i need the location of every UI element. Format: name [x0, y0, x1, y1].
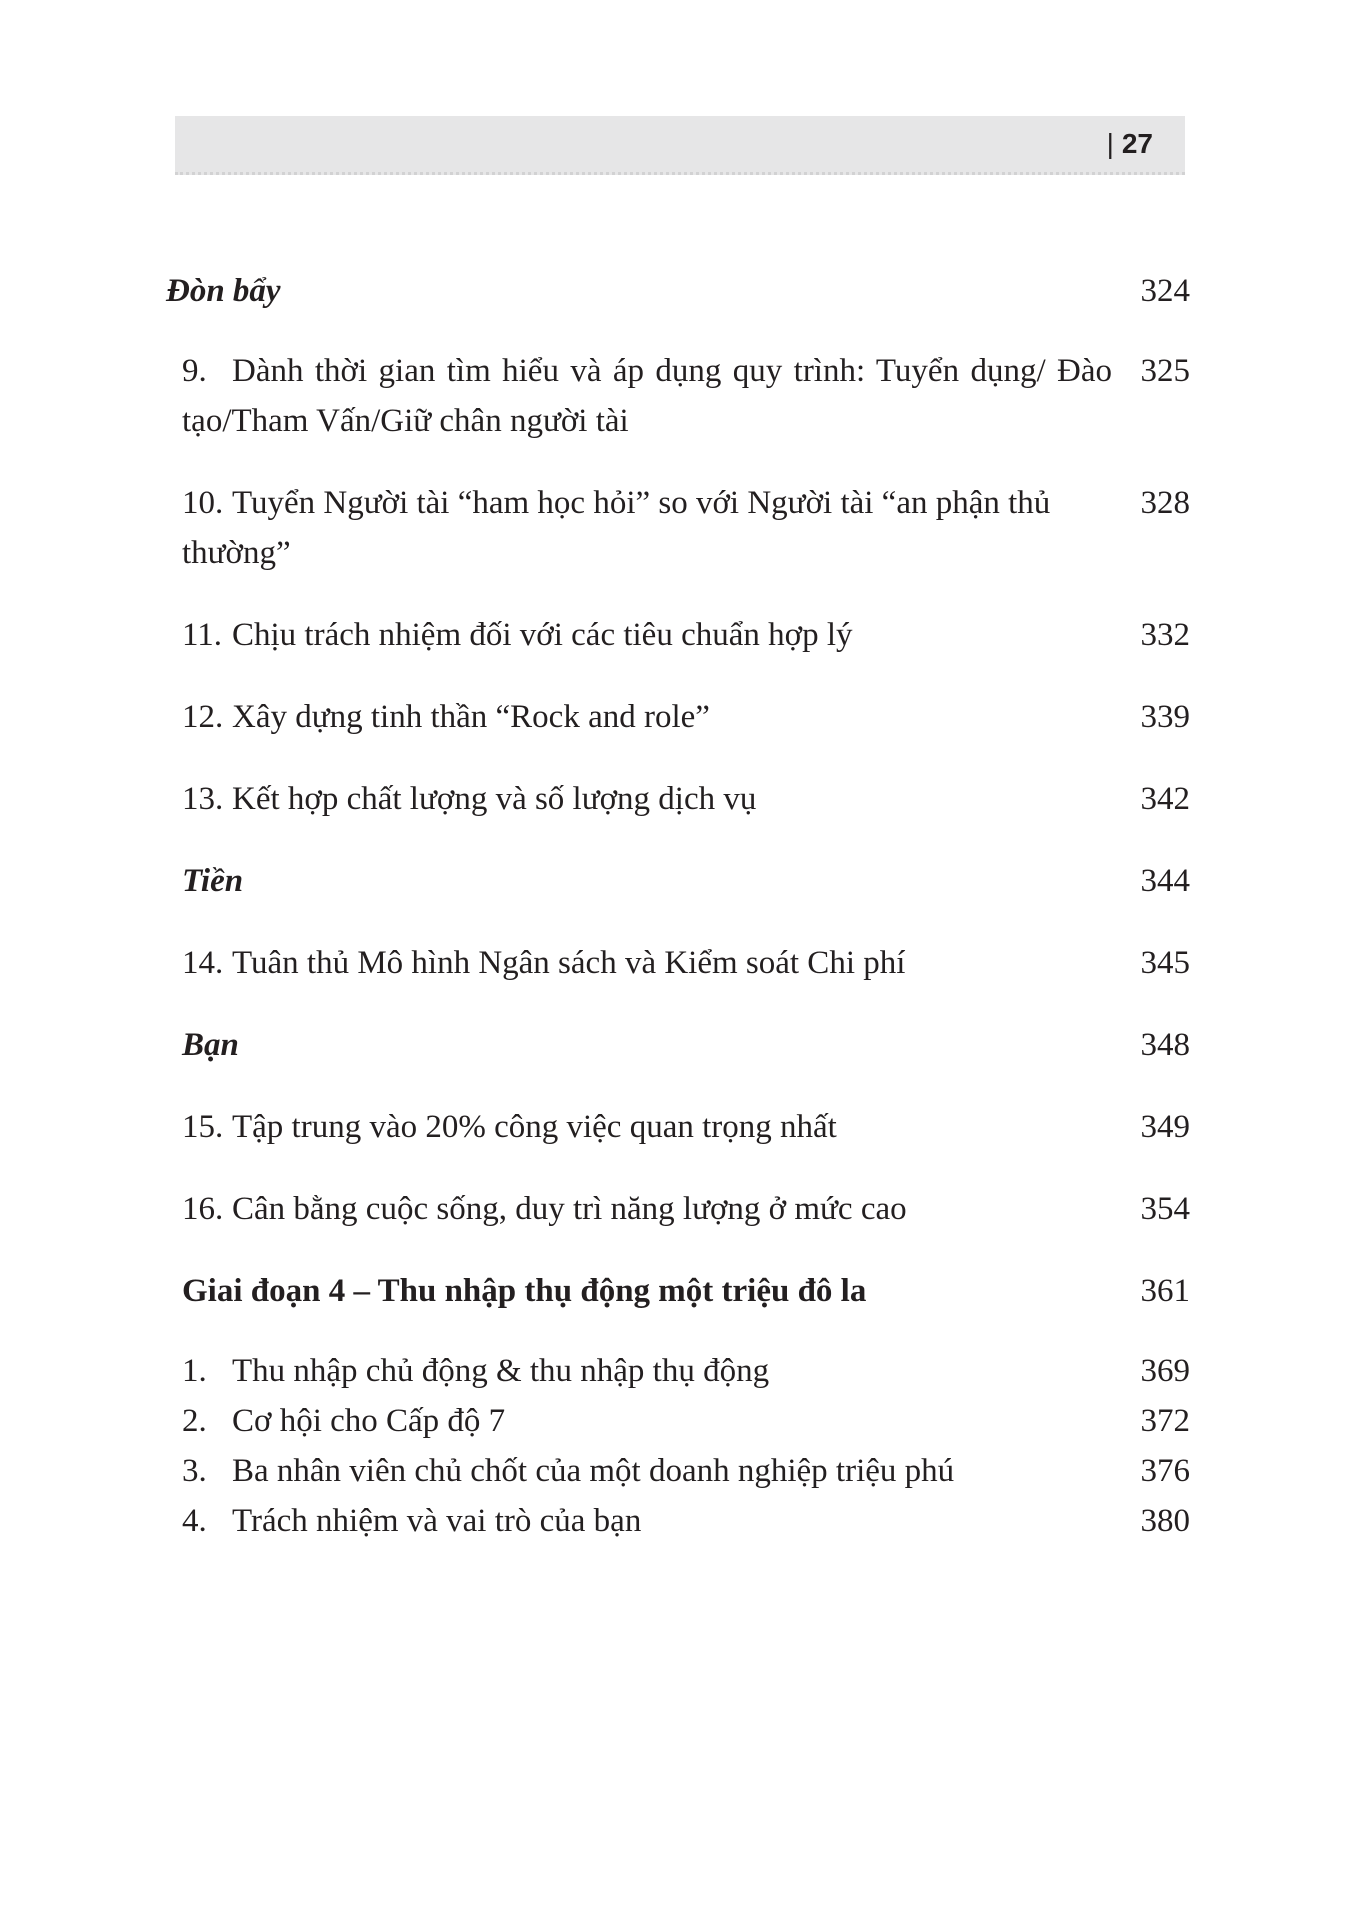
toc-page-number: 349: [1140, 1109, 1190, 1145]
toc-item-text: Tập trung vào 20% công việc quan trọng nhất: [232, 1109, 837, 1145]
toc-page-number: 372: [1140, 1403, 1190, 1439]
toc-item-number: 14.: [182, 945, 224, 981]
toc-page-number: 332: [1140, 617, 1190, 653]
toc-item-number: 10.: [182, 485, 224, 521]
toc-item-number: 3.: [182, 1453, 207, 1489]
page-number: [1107, 128, 1153, 160]
toc-item-number: 15.: [182, 1109, 224, 1145]
toc-page-number: 348: [1140, 1027, 1190, 1063]
toc-item-number: 2.: [182, 1403, 207, 1439]
toc-item-number: 9.: [182, 353, 207, 389]
toc-section-title: Bạn: [182, 1027, 239, 1063]
toc-page-number: 361: [1140, 1273, 1190, 1309]
toc-stage-title: Giai đoạn 4 – Thu nhập thụ động một triệu đô la: [182, 1273, 867, 1309]
toc-page-number: 369: [1140, 1353, 1190, 1389]
toc-item-text: Ba nhân viên chủ chốt của một doanh nghiệp triệu phú: [232, 1453, 955, 1489]
separator-bar: |: [1106, 128, 1114, 159]
toc-page-number: 380: [1140, 1503, 1190, 1539]
toc-item-number: 4.: [182, 1503, 207, 1539]
toc-page-number: 324: [1140, 273, 1190, 309]
toc-page-number: 345: [1140, 945, 1190, 981]
toc-item-text: Trách nhiệm và vai trò của bạn: [232, 1503, 642, 1539]
toc-page-number: 342: [1140, 781, 1190, 817]
toc-page-number: 376: [1140, 1453, 1190, 1489]
toc-item-text: Thu nhập chủ động & thu nhập thụ động: [232, 1353, 770, 1389]
running-header: [175, 116, 1185, 175]
toc-item-number: 13.: [182, 781, 224, 817]
toc-item-text: Dành thời gian tìm hiểu và áp dụng quy trình: Tuyển dụng/ Đào tạo/Tham Vấn/Giữ chân người tài: [182, 353, 1112, 439]
toc-item-text: Chịu trách nhiệm đối với các tiêu chuẩn hợp lý: [232, 617, 853, 653]
toc-item-number: 11.: [182, 617, 223, 653]
toc-page-number: 325: [1140, 353, 1190, 389]
page-number-value: 27: [1121, 128, 1153, 159]
toc-page-number: 354: [1140, 1191, 1190, 1227]
toc-item-text: Tuân thủ Mô hình Ngân sách và Kiểm soát Chi phí: [232, 945, 906, 981]
toc-page-number: 339: [1140, 699, 1190, 735]
toc-item-text: Cơ hội cho Cấp độ 7: [232, 1403, 506, 1439]
toc-item-text: Cân bằng cuộc sống, duy trì năng lượng ở mức cao: [232, 1191, 907, 1227]
toc-item-number: 16.: [182, 1191, 224, 1227]
toc-item-text: Xây dựng tinh thần “Rock and role”: [232, 699, 710, 735]
toc-section-title: Tiền: [182, 863, 244, 899]
toc-item-text: Tuyển Người tài “ham học hỏi” so với Người tài “an phận thủ thường”: [182, 485, 1051, 571]
toc-page-number: 328: [1140, 485, 1190, 521]
toc-page-number: 344: [1140, 863, 1190, 899]
toc-item-number: 1.: [182, 1353, 207, 1389]
toc-section-title: Đòn bẩy: [166, 273, 281, 309]
toc-item-number: 12.: [182, 699, 224, 735]
toc-item-text: Kết hợp chất lượng và số lượng dịch vụ: [232, 781, 757, 817]
